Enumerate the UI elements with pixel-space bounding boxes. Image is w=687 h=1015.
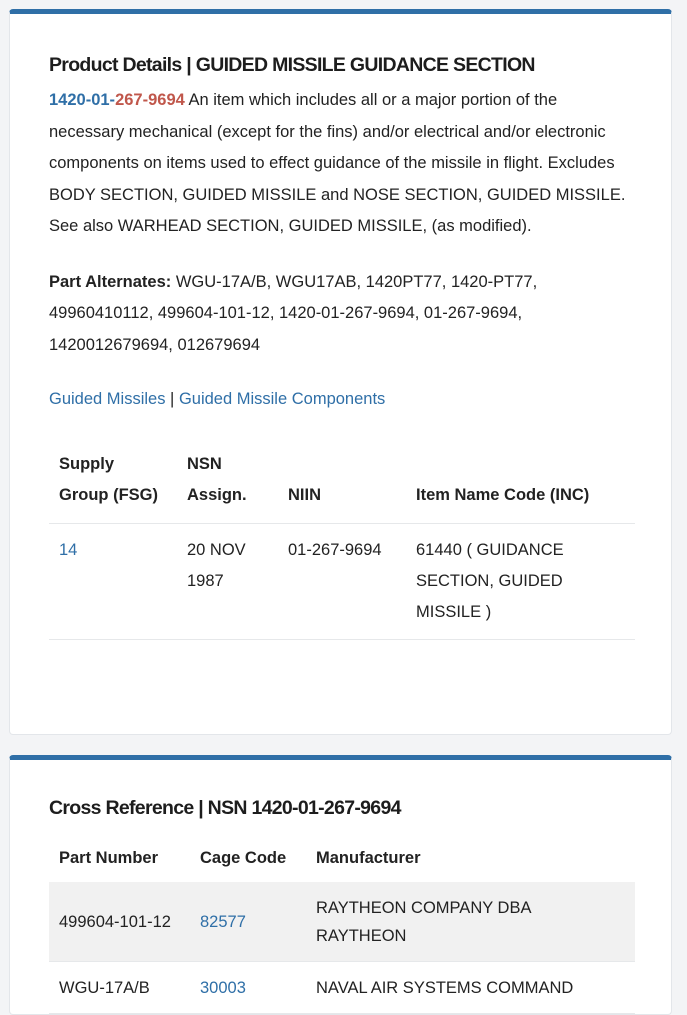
manufacturer-cell: NAVAL AIR SYSTEMS COMMAND [306,962,635,1014]
category-separator: | [165,390,179,408]
cage-code-cell [190,962,306,1014]
header-supply-group: Supply Group (FSG) [49,449,177,524]
category-link-guided-missile-components[interactable]: Guided Missile Components [178,390,386,408]
part-number-cell: 499604-101-12 [49,882,190,962]
cage-code-link[interactable]: 82577 [200,913,246,931]
fsg-link[interactable]: 14 [59,541,78,559]
manufacturer-cell: RAYTHEON COMPANY DBA RAYTHEON [306,882,635,962]
nsn-suffix: 267-9694 [115,91,185,109]
description-text: An item which includes all or a major portion of the necessary mechanical (except for the fins) and/or electrical and/or electronic components on items used to effect guidance of the missile in flight. Excludes BODY SECTION, GUIDED MISSILE and NOSE SECTION, GUIDED MISSILE. See also WARHEAD SECTION, GUIDED MISSILE, (as modified). [49,91,626,235]
cross-reference-card [9,755,672,1015]
cross-reference-header-row [49,840,635,882]
header-item-name-code: Item Name Code (INC) [406,449,635,524]
nsn-prefix: 1420-01- [49,91,116,109]
part-alternates-list: WGU-17A/B, WGU17AB, 1420PT77, 1420-PT77, 49960410112, 499604-101-12, 1420-01-267-9694, 01-267-9694, 1420012679694, 012679694 [49,272,538,354]
part-alternates [49,267,633,362]
cage-code-cell [190,882,306,962]
supply-table-header-row [49,449,635,524]
cage-code-link[interactable]: 30003 [200,979,246,997]
category-link-guided-missiles[interactable]: Guided Missiles [49,390,166,408]
cross-reference-heading: Cross Reference | NSN 1420-01-267-9694 [49,797,401,819]
niin-cell: 01-267-9694 [278,524,406,640]
table-row [49,882,635,962]
header-part-number: Part Number [59,849,159,867]
header-nsn-assign: NSN Assign. [177,449,278,524]
product-details-heading: Product Details | GUIDED MISSILE GUIDANCE SECTION [49,54,535,76]
supply-table [49,449,635,640]
product-description [49,85,633,243]
category-links [49,385,633,413]
table-row [49,962,635,1014]
product-details-card [9,9,672,735]
part-number-cell: WGU-17A/B [49,962,190,1014]
part-alternates-label: Part Alternates: [49,272,172,291]
header-cage-code: Cage Code [200,849,287,867]
nsn-assigned-cell: 20 NOV 1987 [177,524,278,640]
cross-reference-table [49,840,635,1014]
table-row [49,524,635,640]
header-niin: NIIN [278,449,406,524]
inc-cell: 61440 ( GUIDANCE SECTION, GUIDED MISSILE ) [406,524,635,640]
header-manufacturer: Manufacturer [316,849,421,867]
fsg-cell [49,524,177,640]
